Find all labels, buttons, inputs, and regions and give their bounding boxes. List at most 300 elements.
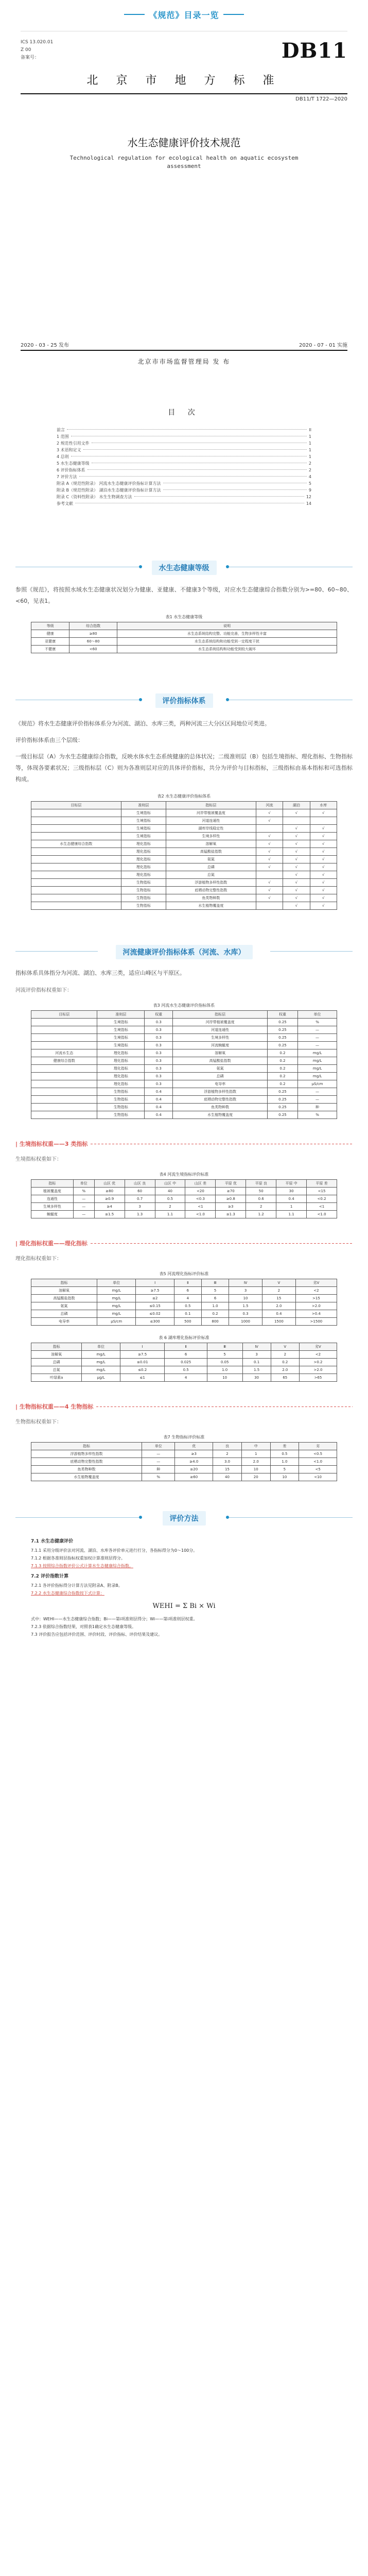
table-cell: 氨氮: [166, 856, 256, 863]
table-cell: 湖库岸线稳定性: [166, 825, 256, 833]
table-cell: μS/cm: [298, 1080, 337, 1088]
table-cell: √: [283, 848, 310, 856]
toc-leader: [134, 496, 304, 497]
table-header-cell: 等级: [31, 622, 69, 630]
table-cell: [283, 817, 310, 825]
table-cell: <0.3: [185, 1195, 216, 1203]
table-cell: √: [256, 817, 283, 825]
toc-leader: [87, 469, 307, 470]
table-header-cell: 目标层: [31, 802, 121, 809]
table-header-cell: 指标: [31, 1279, 97, 1287]
table-header-cell: 单位: [298, 1011, 337, 1019]
table-row: [31, 1019, 337, 1026]
paragraph: 一级目标层（A）为水生态健康综合指数，反映水体水生态系统健康的总体状况；二级准则层（B）包括生境指标、理化指标、生物指标等，体现各要素状况；三级指标层（C）则为各准则层对应的具体评价指标，共分为评价与目标指标，三级指标由基本指标和可选指标构成。: [15, 753, 353, 783]
table-cell: √: [283, 840, 310, 848]
ics-line: Z 00: [21, 47, 31, 53]
table-cell: ≤0.15: [136, 1302, 174, 1310]
table-row: [31, 879, 337, 887]
table-header-cell: 准则层: [97, 1011, 145, 1019]
table-cell: 4: [165, 1374, 207, 1382]
table-cell: 鱼类物种数: [31, 1466, 142, 1473]
table-header-cell: Ⅱ: [165, 1343, 207, 1351]
cover-title: 水生态健康评价技术规范: [127, 137, 241, 149]
index-table: [31, 801, 337, 910]
table-row: [31, 825, 337, 833]
table-cell: <2: [295, 1287, 337, 1295]
section-heading-river: [15, 941, 353, 961]
table-header-cell: 指标层: [166, 802, 256, 809]
table-cell: √: [310, 879, 337, 887]
table-cell: 理化指标: [121, 848, 166, 856]
table-cell: 0.3: [145, 1042, 173, 1049]
table-cell: ≥7.5: [120, 1351, 165, 1359]
table-cell: 1.3: [125, 1211, 155, 1218]
table-cell: 生境指标: [121, 817, 166, 825]
toc-item-page: 4: [308, 474, 311, 479]
table-cell: ≥80: [94, 1188, 125, 1195]
table-cell: 0.25: [267, 1019, 297, 1026]
table-cell: 总氮: [31, 1366, 82, 1374]
table-cell: <1.0: [307, 1211, 337, 1218]
toc-item-title: 2 规范性引用文件: [57, 441, 90, 446]
issue-date: 2020 - 03 - 25 发布: [21, 343, 69, 348]
toc-item-title: 6 评价指标体系: [57, 468, 85, 472]
table-cell: √: [256, 848, 283, 856]
chem-table: [31, 1279, 337, 1326]
toc-item-title: 附录 C（资料性附录） 水生生物调查方法: [57, 495, 132, 499]
table-cell: 3: [242, 1351, 271, 1359]
table-cell: μg/L: [82, 1374, 120, 1382]
table-cell: 2: [246, 1203, 276, 1211]
table-header-cell: 良: [213, 1443, 242, 1450]
table-cell: √: [310, 809, 337, 817]
cover-english-title: Technological regulation for ecological health on aquatic ecosystem assessment: [69, 155, 299, 170]
table-cell: 1.0: [207, 1366, 242, 1374]
table-cell: √: [256, 863, 283, 871]
table-cell: mg/L: [298, 1049, 337, 1057]
table-cell: 0.25: [267, 1096, 297, 1104]
table-header-cell: Ⅰ: [120, 1343, 165, 1351]
table-cell: ≥60: [175, 1473, 213, 1481]
ics-line: 备案号：: [21, 55, 40, 60]
table-header-cell: Ⅱ: [174, 1279, 201, 1287]
table-header-cell: 劣: [299, 1443, 337, 1450]
table-cell: 1000: [229, 1318, 262, 1326]
method-heading: 7.1 水生态健康评价: [31, 1539, 74, 1544]
toc-item-page: 5: [308, 481, 311, 486]
table-cell: [31, 879, 121, 887]
toc-item-title: 5 水生态健康等级: [57, 461, 90, 466]
table-cell: √: [310, 871, 337, 879]
table-caption: 表7 生物指标评价标准: [163, 1435, 205, 1439]
toc-leader: [79, 476, 307, 477]
table-cell: 0.4: [145, 1111, 173, 1119]
header-rule-right: [223, 14, 244, 15]
heading-rule: [270, 951, 353, 952]
table-row: [31, 840, 337, 848]
table-cell: 50: [246, 1188, 276, 1195]
table-cell: [31, 809, 121, 817]
table-cell: 1.2: [246, 1211, 276, 1218]
method-line: 7.2.3 依据综合指数结果，对照表1确定水生态健康等级。: [31, 1624, 136, 1629]
table-cell: ≥7.5: [136, 1287, 174, 1295]
chem-table2: [31, 1343, 337, 1382]
table-cell: ≥0.8: [216, 1195, 246, 1203]
table-cell: <1: [307, 1203, 337, 1211]
table-row: [31, 894, 337, 902]
table-cell: %: [298, 1019, 337, 1026]
table-header-cell: 湖泊: [283, 802, 310, 809]
heading-dot: [139, 565, 142, 568]
table-cell: 1.1: [276, 1211, 307, 1218]
table-row: [31, 1034, 337, 1042]
table-cell: 植被覆盖度: [31, 1188, 74, 1195]
table-cell: 生物指标: [97, 1111, 145, 1119]
table-cell: √: [310, 856, 337, 863]
table-cell: 0.4: [276, 1195, 307, 1203]
table-cell: ≥3: [175, 1450, 213, 1458]
table-cell: 生境多样性: [31, 1203, 74, 1211]
subheading-habitat: [15, 1140, 353, 1148]
section-title: 水生态健康等级: [152, 561, 217, 575]
table-cell: 理化指标: [97, 1057, 145, 1065]
table-cell: 1.0: [270, 1458, 299, 1466]
toc-item: [57, 460, 311, 467]
toc-item-page: 1: [308, 441, 311, 446]
divider: [21, 350, 347, 351]
toc-item-page: II: [309, 428, 311, 432]
table-cell: [31, 833, 121, 840]
table-caption: 表4 河流生境指标评价标准: [159, 1172, 209, 1177]
table-header-cell: 水库: [310, 802, 337, 809]
table-cell: mg/L: [97, 1310, 136, 1318]
table-header-cell: 优: [175, 1443, 213, 1450]
table-row: [31, 809, 337, 817]
toc-item: [57, 487, 311, 494]
table-cell: —: [73, 1195, 94, 1203]
subheading-rule: [91, 1243, 353, 1244]
table-cell: 1: [276, 1203, 307, 1211]
table-cell: mg/L: [82, 1366, 120, 1374]
table-header-cell: 平原 中: [276, 1180, 307, 1188]
table-cell: [31, 825, 121, 833]
table-cell: 生境指标: [97, 1019, 145, 1026]
toc-item-title: 附录 A（规范性附录） 河流水生态健康评价指标计算方法: [57, 481, 161, 486]
table-cell: 高锰酸盐指数: [173, 1057, 268, 1065]
table-cell: ≤2: [136, 1295, 174, 1302]
table-header-cell: 单位: [97, 1279, 136, 1287]
table-row: [31, 1111, 337, 1119]
table-header-cell: 山区 差: [185, 1180, 216, 1188]
table-cell: 0.2: [267, 1057, 297, 1065]
table-cell: 40: [213, 1473, 242, 1481]
table-cell: 0.25: [267, 1034, 297, 1042]
table-cell: [31, 1088, 97, 1096]
table-cell: —: [142, 1458, 174, 1466]
table-cell: 河流蜿蜒度: [173, 1042, 268, 1049]
table-cell: 60～80: [69, 638, 117, 646]
table-cell: >0.4: [295, 1310, 337, 1318]
table-cell: 0.1: [174, 1310, 201, 1318]
table-cell: 3: [229, 1287, 262, 1295]
table-cell: 0.25: [267, 1026, 297, 1034]
table-cell: √: [310, 902, 337, 910]
table-cell: 电导率: [31, 1318, 97, 1326]
table-cell: 溶解氧: [31, 1351, 82, 1359]
table-cell: 种: [142, 1466, 174, 1473]
table-cell: <1: [185, 1203, 216, 1211]
table-header-cell: Ⅲ: [207, 1343, 242, 1351]
table-cell: 5: [270, 1466, 299, 1473]
toc-title: 目 次: [168, 409, 200, 417]
table-header-cell: 平原 良: [246, 1180, 276, 1188]
table-cell: >15: [295, 1295, 337, 1302]
toc-item: [57, 473, 311, 480]
table-cell: 0.025: [165, 1359, 207, 1366]
table-header-cell: 指标: [31, 1180, 74, 1188]
table-header-cell: Ⅴ: [271, 1343, 299, 1351]
river-table-wrap: [31, 1003, 337, 1119]
table-cell: 生境多样性: [173, 1034, 268, 1042]
table-row: [31, 1287, 337, 1295]
table-header-cell: 山区 优: [94, 1180, 125, 1188]
table-cell: —: [298, 1096, 337, 1104]
table-row: [31, 1026, 337, 1034]
toc-item-title: 前言: [57, 428, 65, 432]
paragraph: 指标体系具体指分为河流、湖泊、水库三类，适应山峰区与平原区。: [15, 970, 185, 976]
table-cell: [31, 848, 121, 856]
table-row: [31, 1188, 337, 1195]
table-row: [31, 1203, 337, 1211]
table-cell: 1: [241, 1450, 270, 1458]
table-cell: 2: [155, 1203, 185, 1211]
table-row: [31, 1295, 337, 1302]
table-cell: —: [142, 1450, 174, 1458]
table-header-cell: 指标: [31, 1443, 142, 1450]
table-row: [31, 1473, 337, 1481]
table-header-cell: 河流: [256, 802, 283, 809]
table-row: [31, 1351, 337, 1359]
toc-item: [57, 453, 311, 460]
header-rule-left: [124, 14, 145, 15]
table-cell: 5: [207, 1351, 242, 1359]
toc-item-title: 1 范围: [57, 434, 69, 439]
section-title: 评价方法: [163, 1511, 206, 1526]
habitat-table-wrap: [31, 1172, 337, 1218]
toc-leader: [67, 429, 307, 430]
table-cell: 0.5: [174, 1302, 201, 1310]
table-cell: 0.3: [145, 1019, 173, 1026]
table-cell: [31, 1104, 97, 1111]
table-cell: 生物指标: [121, 894, 166, 902]
table-cell: 6: [201, 1295, 229, 1302]
table-cell: 1.5: [242, 1366, 271, 1374]
table-cell: 6: [165, 1351, 207, 1359]
table-cell: 底栖动物完整性指数: [166, 887, 256, 894]
table-row: [31, 817, 337, 825]
table-cell: [31, 1111, 97, 1119]
table-cell: [31, 856, 121, 863]
db11-logo: DB11: [281, 39, 347, 63]
table-cell: 0.5: [155, 1195, 185, 1203]
table-cell: 河岸带植被覆盖度: [173, 1019, 268, 1026]
table-cell: 溶解氧: [173, 1049, 268, 1057]
table-row: [31, 1359, 337, 1366]
table-cell: <0.2: [307, 1195, 337, 1203]
table-header-cell: 中: [241, 1443, 270, 1450]
toc-item-page: 12: [306, 495, 311, 499]
table-cell: [31, 1065, 97, 1073]
table-row: [31, 1302, 337, 1310]
table-cell: 0.4: [145, 1104, 173, 1111]
subheading-text: | 理化指标权重——理化指标: [15, 1240, 87, 1247]
table-cell: [31, 871, 121, 879]
table-header-cell: 说明: [117, 622, 337, 630]
table-row: [31, 1042, 337, 1049]
table-cell: ≥1.5: [94, 1211, 125, 1218]
table-cell: √: [283, 879, 310, 887]
table-cell: 水生植物覆盖度: [173, 1111, 268, 1119]
table-cell: 底栖动物完整性指数: [31, 1458, 142, 1466]
table-header-cell: 指标: [31, 1343, 82, 1351]
table-cell: 30: [276, 1188, 307, 1195]
table-cell: √: [310, 887, 337, 894]
section-heading-method: [15, 1507, 353, 1528]
table-cell: √: [283, 887, 310, 894]
table-header-cell: 单位: [73, 1180, 94, 1188]
table-caption: 表1 水生态健康等级: [165, 615, 203, 619]
toc-item-title: 附录 B（规范性附录） 湖泊水生态健康评价指标计算方法: [57, 488, 161, 493]
table-cell: <0.5: [299, 1450, 337, 1458]
table-cell: 0.2: [267, 1080, 297, 1088]
table-cell: ≤0.01: [120, 1359, 165, 1366]
table-cell: √: [283, 902, 310, 910]
table-cell: √: [256, 809, 283, 817]
toc-item-title: 4 总则: [57, 454, 69, 459]
table-cell: 理化指标: [121, 863, 166, 871]
heading-dot: [139, 698, 142, 701]
table-caption: 表2 水生态健康评价指标体系: [157, 794, 211, 799]
table-cell: √: [256, 833, 283, 840]
table-header-cell: Ⅲ: [201, 1279, 229, 1287]
toc-item-page: 1: [308, 448, 311, 452]
table-cell: 溶解氧: [166, 840, 256, 848]
table-cell: 2: [213, 1450, 242, 1458]
table-cell: √: [283, 894, 310, 902]
table-cell: 0.25: [267, 1088, 297, 1096]
table-row: [31, 1104, 337, 1111]
table-cell: 800: [201, 1318, 229, 1326]
table-cell: [256, 902, 283, 910]
table-cell: —: [73, 1203, 94, 1211]
implement-date: 2020 - 07 - 01 实施: [299, 343, 347, 348]
table-header-cell: 综合指数: [69, 622, 117, 630]
table-cell: mg/L: [97, 1302, 136, 1310]
table-header-cell: 山区 良: [125, 1180, 155, 1188]
table-cell: [31, 817, 121, 825]
paragraph: 《规范》将水生态健康评价指标体系分为河流、湖泊、水库三类，两种河流三大分区区间地位可类进。: [15, 720, 270, 727]
table-header-cell: Ⅴ: [262, 1279, 295, 1287]
table-row: [31, 871, 337, 879]
table-cell: [256, 871, 283, 879]
subheading-text: | 生物指标权重——4 生物指标: [15, 1403, 94, 1410]
table-cell: [31, 1042, 97, 1049]
index-table-wrap: [31, 793, 337, 910]
table-cell: ≥1.3: [216, 1211, 246, 1218]
authority-line: 北 京 市 地 方 标 准: [86, 74, 282, 87]
table-cell: >2.0: [295, 1302, 337, 1310]
table-cell: ≥3: [216, 1203, 246, 1211]
table-cell: μS/cm: [97, 1318, 136, 1326]
table-cell: 10: [229, 1295, 262, 1302]
table-cell: 水生态系统结构完整、功能完善，生物多样性丰富: [117, 630, 337, 638]
table-cell: 10: [270, 1473, 299, 1481]
table-cell: [31, 1026, 97, 1034]
chem-table-wrap: [31, 1271, 337, 1326]
bio-table: [31, 1442, 337, 1481]
table-cell: 0.3: [145, 1073, 173, 1080]
note: 生物指标权重如下：: [15, 1419, 62, 1425]
table-cell: ≥4: [94, 1203, 125, 1211]
grade-table-wrap: [31, 614, 337, 653]
table-cell: <5: [299, 1466, 337, 1473]
table-cell: 2.0: [262, 1302, 295, 1310]
table-cell: 0.2: [201, 1310, 229, 1318]
table-cell: √: [283, 809, 310, 817]
table-header-cell: 单位: [82, 1343, 120, 1351]
table-row: [31, 1366, 337, 1374]
table-cell: 1.5: [229, 1302, 262, 1310]
table-header-cell: 指标层: [173, 1011, 268, 1019]
table-cell: <10: [299, 1473, 337, 1481]
table-cell: —: [298, 1042, 337, 1049]
table-cell: —: [298, 1026, 337, 1034]
table-cell: [310, 817, 337, 825]
table-cell: √: [310, 848, 337, 856]
table-cell: 生物指标: [121, 887, 166, 894]
toc-item-page: 2: [308, 468, 311, 472]
table-row: [31, 1195, 337, 1203]
table-cell: [31, 902, 121, 910]
table-cell: mg/L: [298, 1073, 337, 1080]
table-cell: 65: [271, 1374, 299, 1382]
table-cell: <1.0: [299, 1458, 337, 1466]
table-cell: 总磷: [166, 863, 256, 871]
paragraph: 评价指标体系由三个层级：: [15, 737, 83, 743]
table-caption: 表5 河流理化指标评价标准: [159, 1272, 209, 1276]
toc-item-title: 3 术语和定义: [57, 448, 81, 452]
table-cell: 6: [174, 1287, 201, 1295]
table-cell: mg/L: [82, 1359, 120, 1366]
table-cell: 生境指标: [121, 833, 166, 840]
table-cell: 0.2: [267, 1065, 297, 1073]
table-cell: 氨氮: [31, 1302, 97, 1310]
table-cell: 水生植物覆盖度: [31, 1473, 142, 1481]
table-header-cell: Ⅳ: [242, 1343, 271, 1351]
table-row: [31, 1318, 337, 1326]
table-cell: √: [256, 840, 283, 848]
table-header-cell: 劣Ⅴ: [295, 1279, 337, 1287]
table-row: [31, 833, 337, 840]
table-cell: 0.3: [145, 1034, 173, 1042]
table-cell: 2: [262, 1287, 295, 1295]
table-row: [31, 863, 337, 871]
table-cell: 15: [262, 1295, 295, 1302]
table-cell: mg/L: [97, 1295, 136, 1302]
section-title: 评价指标体系: [155, 693, 213, 708]
table-row: [31, 1057, 337, 1065]
table-cell: [31, 1019, 97, 1026]
